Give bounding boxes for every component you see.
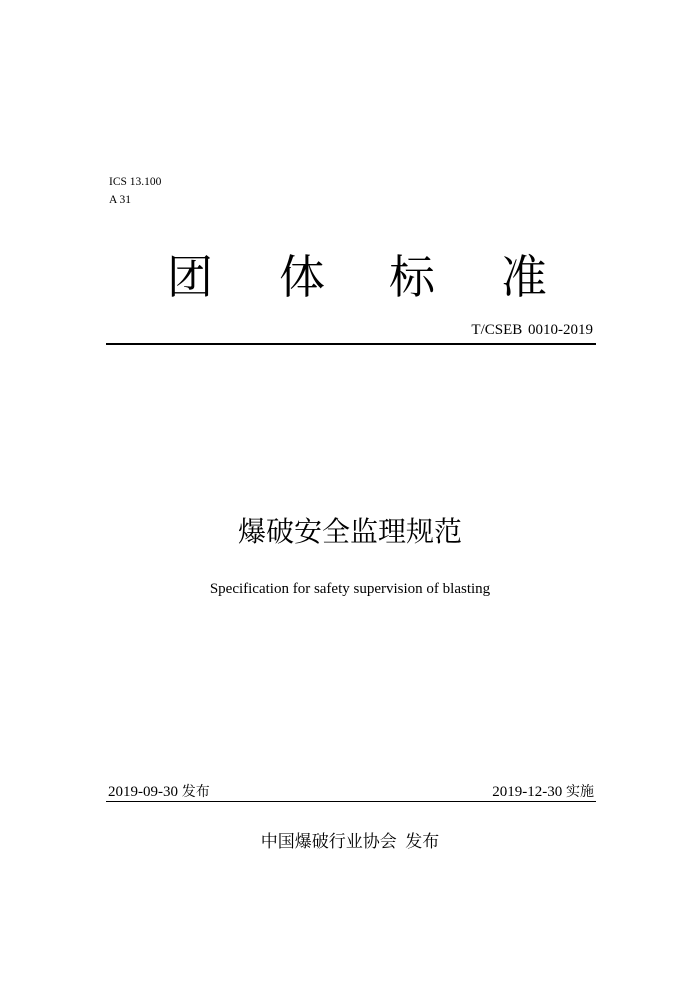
footer-rule bbox=[106, 801, 596, 802]
standard-number: T/CSEB 0010-2019 bbox=[471, 322, 593, 338]
standard-type-char-1: 团 bbox=[167, 250, 213, 304]
publisher-action: 发布 bbox=[405, 832, 440, 852]
issue-date: 2019-09-30 bbox=[108, 784, 178, 800]
standard-type-heading bbox=[160, 247, 560, 307]
ccs-code: A 31 bbox=[109, 194, 132, 206]
ics-code: ICS 13.100 bbox=[109, 176, 162, 188]
implementation-label: 实施 bbox=[566, 784, 594, 800]
implementation-date-line bbox=[492, 783, 594, 801]
publisher-organization: 中国爆破行业协会 bbox=[260, 832, 397, 852]
title-english: Specification for safety supervision of blasting bbox=[209, 581, 491, 597]
standard-type-char-3: 标 bbox=[389, 250, 435, 304]
implementation-date: 2019-12-30 bbox=[492, 784, 563, 800]
publisher-line bbox=[0, 830, 700, 854]
title-chinese: 爆破安全监理规范 bbox=[237, 515, 462, 548]
standard-type-char-4: 准 bbox=[501, 250, 547, 304]
standard-type-char-2: 体 bbox=[279, 250, 325, 304]
header-rule bbox=[106, 343, 596, 345]
issue-date-line bbox=[108, 783, 210, 801]
issue-label: 发布 bbox=[181, 784, 210, 800]
